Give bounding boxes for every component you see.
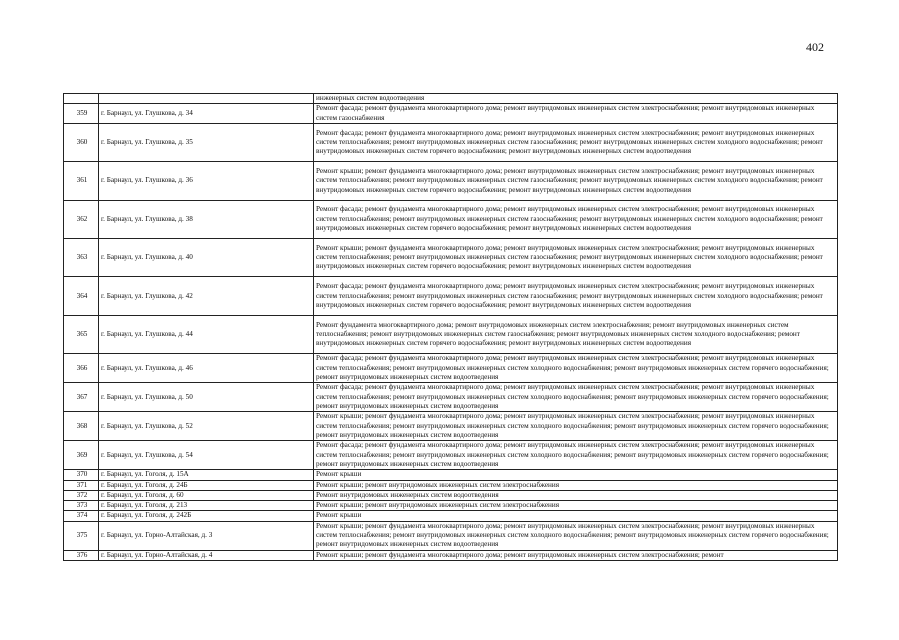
work-types-cell: Ремонт фасада; ремонт фундамента многоквартирного дома; ремонт внутридомовых инженерных систем электроснабжения; ремонт внутридомовых инженерных систем теплоснабжения; ремонт внутридомовых инженерных систем газоснабжения; ремонт внутридомовых инженерных систем холодного водоснабжения; ремонт внутридомовых инженерных систем горячего водоснабжения; ремонт внутридомовых инженерных систем водоотведения xyxy=(314,277,838,315)
work-types-cell: инженерных систем водоотведения xyxy=(314,94,838,104)
row-number-cell: 366 xyxy=(64,354,99,383)
address-cell: г. Барнаул, ул. Горно-Алтайская, д. 4 xyxy=(99,550,314,560)
address-cell xyxy=(99,94,314,104)
row-number-cell: 374 xyxy=(64,511,99,521)
table-row xyxy=(64,480,838,490)
row-number-cell: 367 xyxy=(64,383,99,412)
address-cell: г. Барнаул, ул. Глушкова, д. 42 xyxy=(99,277,314,315)
row-number-cell: 359 xyxy=(64,104,99,124)
row-number-cell: 369 xyxy=(64,441,99,470)
table-row xyxy=(64,412,838,441)
row-number-cell: 373 xyxy=(64,501,99,511)
row-number-cell: 365 xyxy=(64,315,99,353)
table-row xyxy=(64,354,838,383)
table-row xyxy=(64,490,838,500)
address-cell: г. Барнаул, ул. Глушкова, д. 34 xyxy=(99,104,314,124)
address-cell: г. Барнаул, ул. Глушкова, д. 44 xyxy=(99,315,314,353)
work-types-cell: Ремонт фасада; ремонт фундамента многоквартирного дома; ремонт внутридомовых инженерных систем электроснабжения; ремонт внутридомовых инженерных систем теплоснабжения; ремонт внутридомовых инженерных систем газоснабжения; ремонт внутридомовых инженерных систем холодного водоснабжения; ремонт внутридомовых инженерных систем горячего водоснабжения; ремонт внутридомовых инженерных систем водоотведения xyxy=(314,200,838,238)
address-cell: г. Барнаул, ул. Гоголя, д. 15А xyxy=(99,470,314,480)
work-types-cell: Ремонт крыши; ремонт фундамента многоквартирного дома; ремонт внутридомовых инженерных систем электроснабжения; ремонт внутридомовых инженерных систем теплоснабжения; ремонт внутридомовых инженерных систем газоснабжения; ремонт внутридомовых инженерных систем холодного водоснабжения; ремонт внутридомовых инженерных систем горячего водоснабжения; ремонт внутридомовых инженерных систем водоотведения xyxy=(314,162,838,200)
row-number-cell: 362 xyxy=(64,200,99,238)
table-row xyxy=(64,550,838,560)
address-cell: г. Барнаул, ул. Глушкова, д. 35 xyxy=(99,123,314,161)
address-cell: г. Барнаул, ул. Горно-Алтайская, д. 3 xyxy=(99,521,314,550)
row-number-cell: 364 xyxy=(64,277,99,315)
address-cell: г. Барнаул, ул. Глушкова, д. 50 xyxy=(99,383,314,412)
row-number-cell: 363 xyxy=(64,239,99,277)
work-types-cell: Ремонт крыши xyxy=(314,511,838,521)
work-types-cell: Ремонт крыши; ремонт внутридомовых инженерных систем электроснабжения xyxy=(314,501,838,511)
address-cell: г. Барнаул, ул. Гоголя, д. 242Б xyxy=(99,511,314,521)
work-types-cell: Ремонт крыши xyxy=(314,470,838,480)
table-row xyxy=(64,104,838,124)
work-types-cell: Ремонт крыши; ремонт фундамента многоквартирного дома; ремонт внутридомовых инженерных систем электроснабжения; ремонт внутридомовых инженерных систем теплоснабжения; ремонт внутридомовых инженерных систем холодного водоснабжения; ремонт внутридомовых инженерных систем горячего водоснабжения; ремонт внутридомовых инженерных систем водоотведения xyxy=(314,412,838,441)
address-cell: г. Барнаул, ул. Гоголя, д. 60 xyxy=(99,490,314,500)
table-row xyxy=(64,521,838,550)
address-cell: г. Барнаул, ул. Глушкова, д. 36 xyxy=(99,162,314,200)
table-row xyxy=(64,277,838,315)
table-row xyxy=(64,239,838,277)
repair-schedule-table xyxy=(63,93,838,561)
row-number-cell: 368 xyxy=(64,412,99,441)
work-types-cell: Ремонт крыши; ремонт фундамента многоквартирного дома; ремонт внутридомовых инженерных систем электроснабжения; ремонт xyxy=(314,550,838,560)
work-types-cell: Ремонт фасада; ремонт фундамента многоквартирного дома; ремонт внутридомовых инженерных систем электроснабжения; ремонт внутридомовых инженерных систем газоснабжения xyxy=(314,104,838,124)
address-cell: г. Барнаул, ул. Глушкова, д. 40 xyxy=(99,239,314,277)
page-number: 402 xyxy=(806,40,824,54)
table-row xyxy=(64,441,838,470)
row-number-cell: 360 xyxy=(64,123,99,161)
table-row xyxy=(64,383,838,412)
address-cell: г. Барнаул, ул. Глушкова, д. 38 xyxy=(99,200,314,238)
table-row xyxy=(64,501,838,511)
work-types-cell: Ремонт внутридомовых инженерных систем водоотведения xyxy=(314,490,838,500)
work-types-cell: Ремонт фундамента многоквартирного дома; ремонт внутридомовых инженерных систем электроснабжения; ремонт внутридомовых инженерных систем теплоснабжения; ремонт внутридомовых инженерных систем газоснабжения; ремонт внутридомовых инженерных систем холодного водоснабжения; ремонт внутридомовых инженерных систем горячего водоснабжения; ремонт внутридомовых инженерных систем водоотведения xyxy=(314,315,838,353)
address-cell: г. Барнаул, ул. Глушкова, д. 52 xyxy=(99,412,314,441)
work-types-cell: Ремонт фасада; ремонт фундамента многоквартирного дома; ремонт внутридомовых инженерных систем электроснабжения; ремонт внутридомовых инженерных систем теплоснабжения; ремонт внутридомовых инженерных систем холодного водоснабжения; ремонт внутридомовых инженерных систем горячего водоснабжения; ремонт внутридомовых инженерных систем водоотведения xyxy=(314,441,838,470)
work-types-cell: Ремонт фасада; ремонт фундамента многоквартирного дома; ремонт внутридомовых инженерных систем электроснабжения; ремонт внутридомовых инженерных систем теплоснабжения; ремонт внутридомовых инженерных систем газоснабжения; ремонт внутридомовых инженерных систем холодного водоснабжения; ремонт внутридомовых инженерных систем горячего водоснабжения; ремонт внутридомовых инженерных систем водоотведения xyxy=(314,123,838,161)
table-row xyxy=(64,470,838,480)
row-number-cell: 376 xyxy=(64,550,99,560)
work-types-cell: Ремонт крыши; ремонт внутридомовых инженерных систем электроснабжения xyxy=(314,480,838,490)
table-row xyxy=(64,315,838,353)
table-row xyxy=(64,511,838,521)
table-row xyxy=(64,200,838,238)
table-row xyxy=(64,123,838,161)
work-types-cell: Ремонт крыши; ремонт фундамента многоквартирного дома; ремонт внутридомовых инженерных систем электроснабжения; ремонт внутридомовых инженерных систем теплоснабжения; ремонт внутридомовых инженерных систем газоснабжения; ремонт внутридомовых инженерных систем холодного водоснабжения; ремонт внутридомовых инженерных систем горячего водоснабжения; ремонт внутридомовых инженерных систем водоотведения xyxy=(314,239,838,277)
row-number-cell: 361 xyxy=(64,162,99,200)
address-cell: г. Барнаул, ул. Гоголя, д. 24Б xyxy=(99,480,314,490)
work-types-cell: Ремонт крыши; ремонт фундамента многоквартирного дома; ремонт внутридомовых инженерных систем электроснабжения; ремонт внутридомовых инженерных систем теплоснабжения; ремонт внутридомовых инженерных систем холодного водоснабжения; ремонт внутридомовых инженерных систем горячего водоснабжения; ремонт внутридомовых инженерных систем водоотведения xyxy=(314,521,838,550)
address-cell: г. Барнаул, ул. Глушкова, д. 46 xyxy=(99,354,314,383)
row-number-cell xyxy=(64,94,99,104)
table-row xyxy=(64,94,838,104)
work-types-cell: Ремонт фасада; ремонт фундамента многоквартирного дома; ремонт внутридомовых инженерных систем электроснабжения; ремонт внутридомовых инженерных систем теплоснабжения; ремонт внутридомовых инженерных систем холодного водоснабжения; ремонт внутридомовых инженерных систем горячего водоснабжения; ремонт внутридомовых инженерных систем водоотведения xyxy=(314,354,838,383)
address-cell: г. Барнаул, ул. Гоголя, д. 213 xyxy=(99,501,314,511)
address-cell: г. Барнаул, ул. Глушкова, д. 54 xyxy=(99,441,314,470)
row-number-cell: 372 xyxy=(64,490,99,500)
table-body xyxy=(64,94,838,561)
row-number-cell: 370 xyxy=(64,470,99,480)
work-types-cell: Ремонт фасада; ремонт фундамента многоквартирного дома; ремонт внутридомовых инженерных систем электроснабжения; ремонт внутридомовых инженерных систем теплоснабжения; ремонт внутридомовых инженерных систем холодного водоснабжения; ремонт внутридомовых инженерных систем горячего водоснабжения; ремонт внутридомовых инженерных систем водоотведения xyxy=(314,383,838,412)
row-number-cell: 375 xyxy=(64,521,99,550)
row-number-cell: 371 xyxy=(64,480,99,490)
table-row xyxy=(64,162,838,200)
